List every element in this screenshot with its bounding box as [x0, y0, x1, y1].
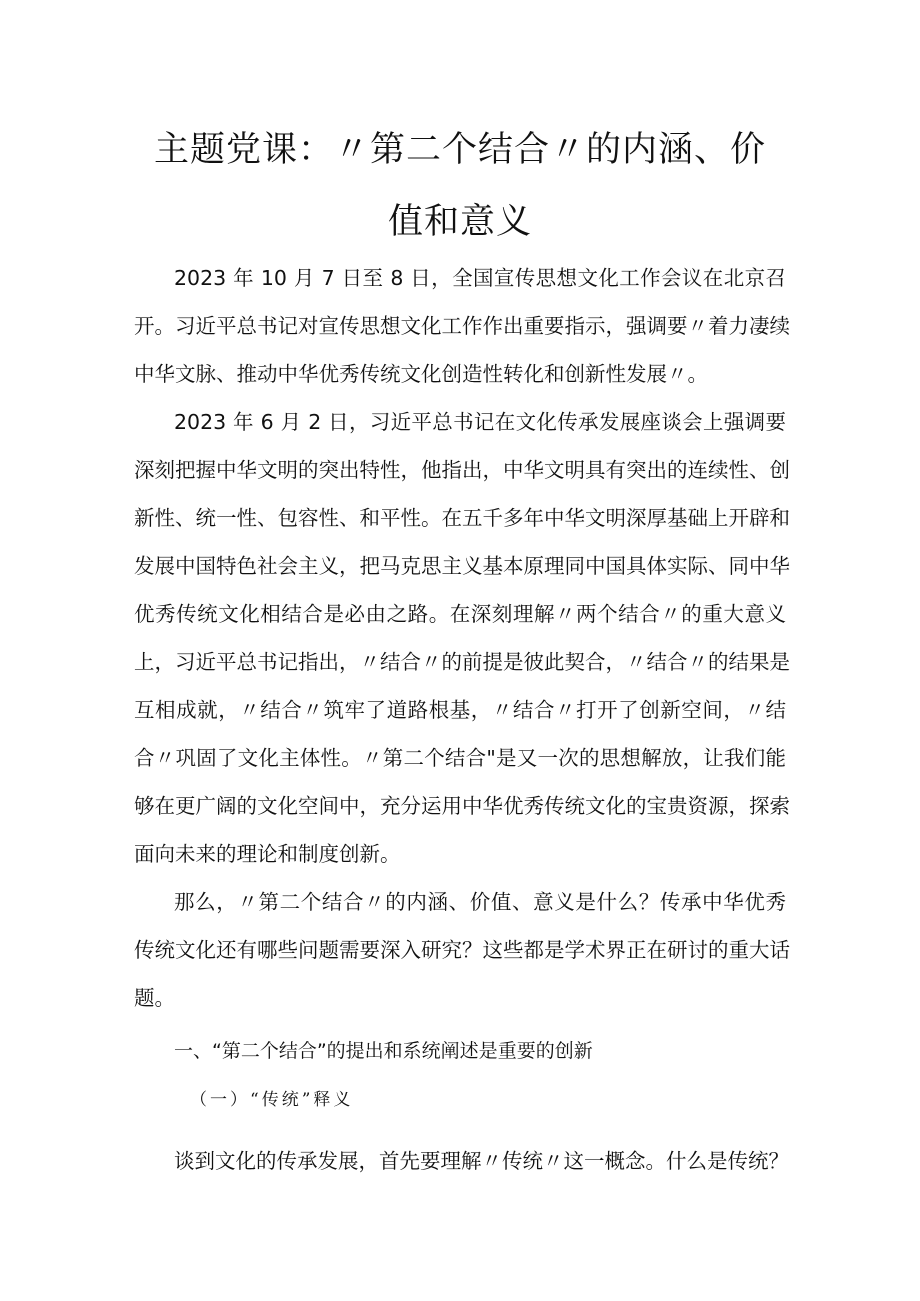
- paragraph-1-line: 开。习近平总书记对宣传思想文化工作作出重要指示，强调要〃着力凄续: [134, 314, 790, 338]
- paragraph-2-line: 够在更广阔的文化空间中，充分运用中华优秀传统文化的宝贵资源，探索: [134, 794, 790, 818]
- paragraph-1-line: 2023 年 10 月 7 日至 8 日，全国宣传思想文化工作会议在北京召: [174, 266, 786, 290]
- document-title-line-1: 主题党课：〃第二个结合〃的内涵、价: [153, 130, 766, 170]
- paragraph-2-line: 上，习近平总书记指出，〃结合〃的前提是彼此契合，〃结合〃的结果是: [134, 650, 790, 674]
- paragraph-2-line: 2023 年 6 月 2 日，习近平总书记在文化传承发展座谈会上强调要: [174, 410, 786, 434]
- paragraph-2-line: 面向未来的理论和制度创新。: [134, 842, 401, 866]
- paragraph-2-line: 合〃巩固了文化主体性。〃第二个结合"是又一次的思想解放，让我们能: [134, 746, 786, 770]
- paragraph-2-line: 深刻把握中华文明的突出特性，他指出，中华文明具有突出的连续性、创: [134, 458, 790, 482]
- paragraph-4-line: 谈到文化的传承发展，首先要理解〃传统〃这一概念。什么是传统？: [174, 1149, 789, 1173]
- paragraph-3-line: 传统文化还有哪些问题需要深入研究？这些都是学术界正在研讨的重大话: [134, 938, 790, 962]
- paragraph-2-line: 新性、统一性、包容性、和平性。在五千多年中华文明深厚基础上开辟和: [134, 506, 790, 530]
- paragraph-2-line: 优秀传统文化相结合是必由之路。在深刻理解〃两个结合〃的重大意义: [134, 602, 786, 626]
- paragraph-1-line: 中华文脉、推动中华优秀传统文化创造性转化和创新性发展〃。: [134, 362, 708, 386]
- paragraph-3-line: 题。: [134, 986, 175, 1010]
- section-heading-1: 一、“第二个结合”的提出和系统阐述是重要的创新: [174, 1040, 593, 1062]
- paragraph-3-line: 那么，〃第二个结合〃的内涵、价值、意义是什么？传承中华优秀: [174, 890, 786, 914]
- paragraph-2-line: 发展中国特色社会主义，把马克思主义基本原理同中国具体实际、同中华: [134, 554, 790, 578]
- subsection-heading-1: （一）“传统”释义: [190, 1090, 354, 1110]
- paragraph-2-line: 互相成就，〃结合〃筑牢了道路根基，〃结合〃打开了创新空间，〃结: [134, 698, 786, 722]
- document-title-line-2: 值和意义: [387, 202, 532, 242]
